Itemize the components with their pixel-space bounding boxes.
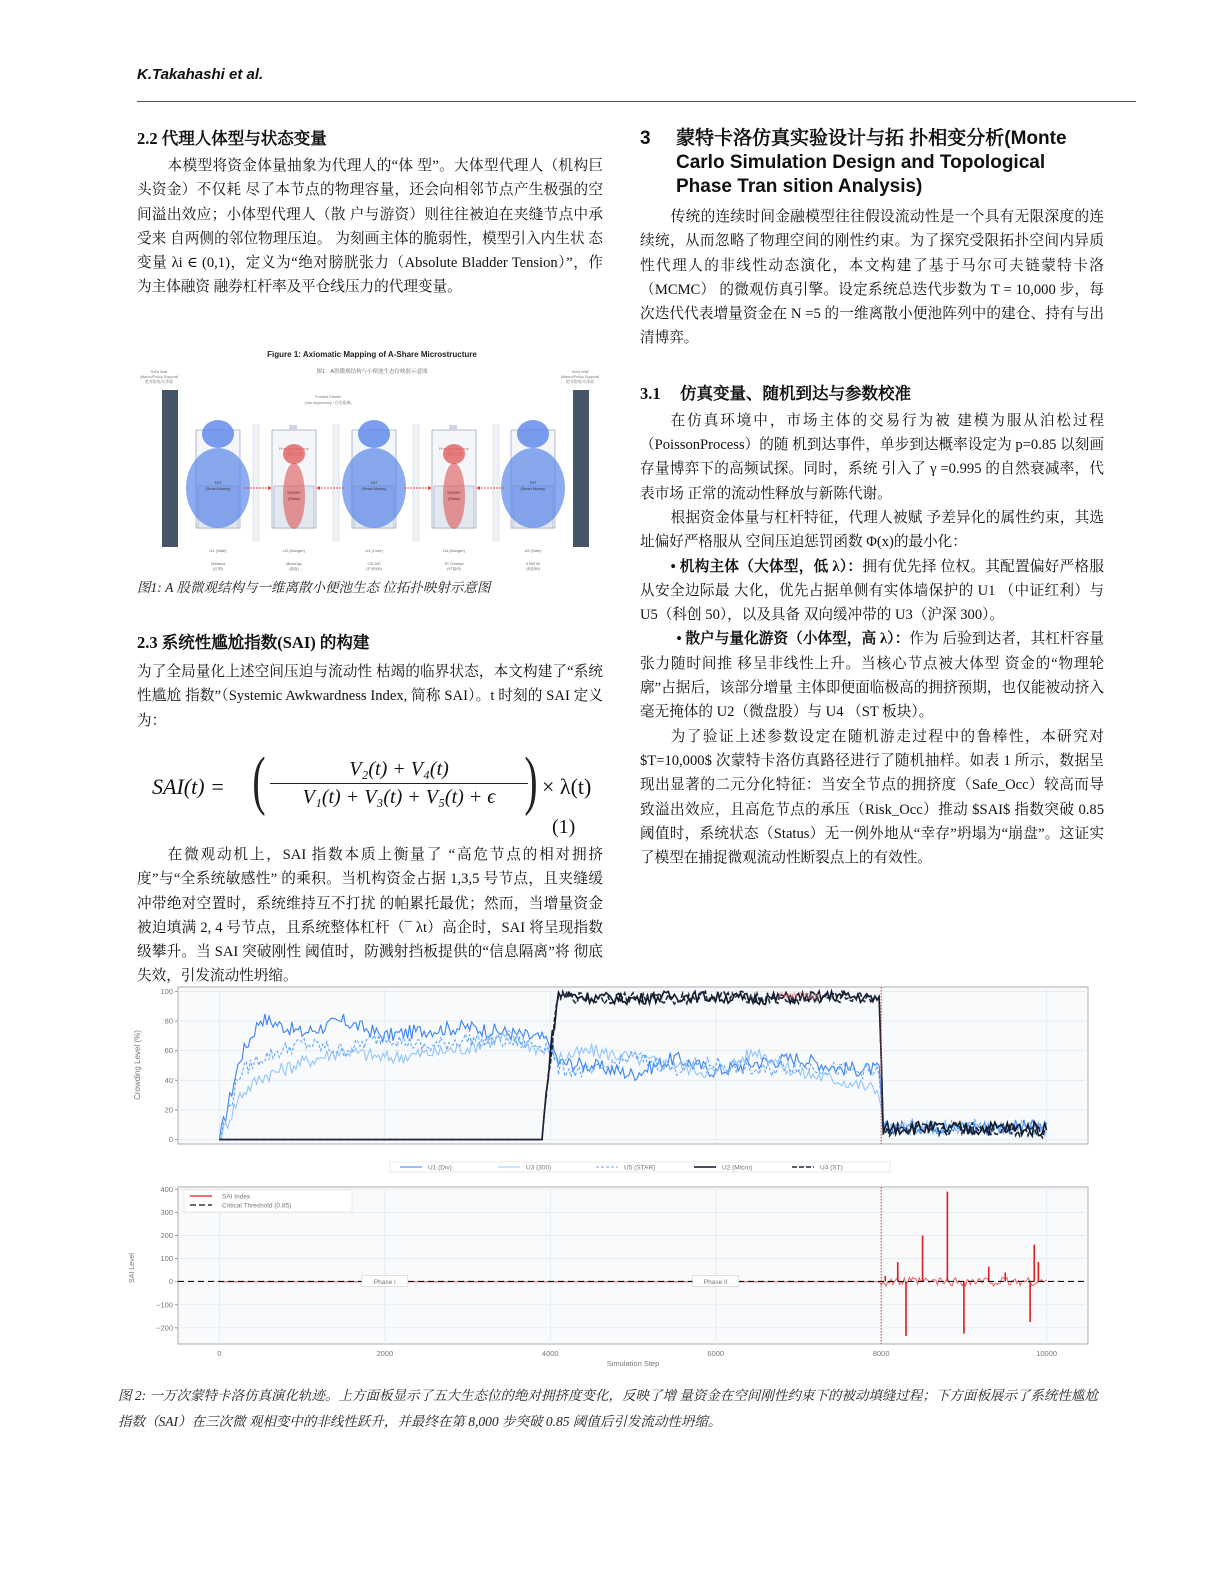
svg-text:U3 (Core): U3 (Core) [365,548,383,553]
svg-text:FAT: FAT [529,481,537,485]
figure-2-chart [118,983,1093,1378]
svg-text:100: 100 [160,986,173,996]
sai-legend [184,1190,352,1212]
svg-text:Solid Wall: Solid Wall [571,370,589,374]
section-3-1-paragraph-2: 根据资金体量与杠杆特征，代理人被赋 予差异化的属性约束，其选址偏好严格服从 空间压迫惩罚函数 Φ(x)的最小化： [640,509,1104,551]
svg-text:Simulation Step: Simulation Step [606,1359,660,1368]
section-3-heading: 蒙特卡洛仿真实验设计与拓 扑相变分析(Monte Carlo Simulation Design and Topological Phase Tran sition Analysis) [676,128,1067,197]
svg-text:80: 80 [164,1016,173,1026]
svg-text:20: 20 [164,1105,173,1115]
svg-text:8000: 8000 [872,1349,890,1358]
svg-text:MicroCap: MicroCap [286,562,302,566]
svg-text:(Retail): (Retail) [448,497,460,501]
unit-u4 [432,425,476,529]
sai-formula [152,744,592,842]
svg-text:4000: 4000 [541,1349,559,1358]
svg-text:−100: −100 [156,1300,173,1310]
crowding-panel [133,987,1088,1144]
svg-text:Crash Trigger: Crash Trigger [778,992,821,1000]
formula-fraction [270,758,528,809]
figure-1 [137,346,603,572]
left-column [137,128,603,300]
formula-rhs: × λ(t) [542,774,592,799]
frosted-divider-label: Frosted Divider [315,395,341,399]
svg-text:(科创50): (科创50) [526,567,540,571]
bullet-retail-label: • 散户与量化游资（小体型，高 λ）： [676,631,910,648]
formula-denominator: V₁(t) + V₃(t) + V₅(t) + ϵ [302,786,496,808]
svg-text:FAT: FAT [214,481,222,485]
unit-labels [209,548,542,571]
svg-text:6000: 6000 [707,1349,725,1358]
figure-1-diagram [137,346,603,572]
svg-text:(ST板块): (ST板块) [446,567,462,571]
running-head: K.Takahashi et al. [137,66,264,83]
svg-text:绝对防线/实体墙: 绝对防线/实体墙 [566,380,594,384]
equation-number: (1) [552,816,576,838]
svg-text:Critical Threshold (0.85): Critical Threshold (0.85) [222,1202,292,1210]
crowding-ylabel: Crowding Level (%) [133,1030,142,1100]
svg-text:U1 (Div): U1 (Div) [428,1164,452,1172]
svg-text:Dividend: Dividend [211,562,225,566]
svg-text:FAT: FAT [370,481,378,485]
crowding-legend [390,1162,890,1172]
section-3-1-number: 3.1 [640,383,661,403]
svg-text:U4 (ST): U4 (ST) [820,1164,843,1172]
header-rule [137,101,1136,102]
svg-text:−200: −200 [156,1323,173,1333]
svg-text:300: 300 [160,1207,173,1217]
figure-2-caption: 图 2: 一万次蒙特卡洛仿真演化轨迹。上方面板显示了五大生态位的绝对拥挤度变化，反映了增 量资金在空间刚性约束下的被动填缝过程；下方面板展示了系统性尴尬指数（SAI）在三次微 观相变中的非线性跃升，并最终在第 8,000 步突破 0.85 阈值后引发流动性坍缩。 [118,1388,1098,1429]
svg-text:(Smart Money): (Smart Money) [361,487,387,491]
section-3-1-title [640,383,1104,405]
right-paren: ) [524,744,538,817]
figure-1-title: Figure 1: Axiomatic Mapping of A-Share Microstructure [267,350,477,359]
svg-text:U4 (Danger): U4 (Danger) [442,548,466,553]
left-paren: ( [252,744,266,817]
section-2-3-paragraph-2: 在微观动机上，SAI 指数本质上衡量了 “高危节点的相对拥挤度”与“全系统敏感性” 的乘积。当机构资金占据 1,3,5 号节点，且夹缝缓冲带绝对空置时，系统维持互不打扰 的帕累托最优；然而，当增量资金被迫填满 2, 4 号节点，且系统整体杠杆（¯ λt）高企时，SAI 将呈现指数级攀升。当 SAI 突破刚性 阈值时，防溅射挡板提供的“信息隔离”将 彻底失效，引发流动性坍缩。 [137,847,603,985]
svg-text:U3 (300): U3 (300) [526,1164,552,1172]
bullet-institutional-label: • 机构主体（大体型，低 λ）： [670,558,863,575]
svg-text:(Smart Money): (Smart Money) [520,487,546,491]
solid-wall-left [140,370,179,547]
figure-1-caption: 图1: A 股微观结构与一维离散小便池生态 位拓扑映射示意图 [137,580,491,595]
svg-text:40: 40 [164,1075,173,1085]
solid-wall-right [561,370,600,547]
right-column [640,127,1104,870]
formula-numerator: V₂(t) + V₄(t) [270,758,528,784]
unit-u1 [186,420,250,528]
svg-text:U1 (Safe): U1 (Safe) [209,548,227,553]
sai-panel [129,1185,1088,1368]
svg-text:SAI Index: SAI Index [222,1193,251,1201]
svg-text:60: 60 [164,1046,173,1056]
svg-text:(Smart Money): (Smart Money) [205,487,231,491]
unit-u2 [272,425,316,529]
svg-text:绝对防线/实体墙: 绝对防线/实体墙 [145,380,173,384]
svg-text:SKINNY: SKINNY [287,491,301,495]
svg-text:STAR 50: STAR 50 [525,562,541,566]
section-2-3 [137,632,603,733]
svg-text:(Retail): (Retail) [288,497,300,501]
svg-text:(Macro/Policy Support): (Macro/Policy Support) [139,375,179,379]
unit-u3 [342,420,406,528]
svg-text:(Info Asymmetry / 信息隔离): (Info Asymmetry / 信息隔离) [304,401,352,405]
svg-text:U5 (STAR): U5 (STAR) [624,1164,656,1172]
section-2-3-paragraph-1: 为了全局量化上述空间压迫与流动性 枯竭的临界状态，本文构建了“系统性尴尬 指数”（Systemic Awkwardness Index, 简称 SAI）。t 时刻的 SAI 定义为： [137,664,603,729]
section-3-1-paragraph-1: 在仿真环境中，市场主体的交易行为被 建模为服从泊松过程（PoissonProcess）的随 机到达事件，单步到达概率设定为 p=0.85 以刻画存量博弈下的高频试探。同时，系统 引入了 γ =0.995 的自然衰减率，代表市场 正常的流动性释放与新陈代谢。 [640,412,1104,502]
section-3-title [640,127,1104,199]
svg-text:200: 200 [160,1230,173,1240]
section-2-3-title: 2.3 系统性尴尬指数(SAI) 的构建 [137,633,370,652]
svg-text:U5 (Safe): U5 (Safe) [524,548,542,553]
svg-text:0: 0 [168,1135,173,1145]
section-3-1-heading: 仿真变量、随机到达与参数校准 [680,383,911,403]
svg-text:U2 (Danger): U2 (Danger) [282,548,306,553]
figure-2 [118,983,1093,1378]
bullet-retail-text: 作为 后验到达者，其杠杆容量张力随时间推 移呈非线性上升。当核心节点被大体型 资金的“物理轮廓”占据后，该部分增量 主体即便面临极高的拥挤预期，也仅能被动挤入毫无掩体的 U2（微盘股）与 U4 （ST 板块）。 [640,631,1104,721]
svg-text:10000: 10000 [1036,1349,1058,1358]
svg-text:(沪深300): (沪深300) [366,567,382,571]
svg-text:0: 0 [168,1277,173,1287]
svg-text:Solid Wall: Solid Wall [150,370,168,374]
bullet-retail [640,627,1104,724]
section-2-2-paragraph: 本模型将资金体量抽象为代理人的“体 型”。大体型代理人（机构巨头资金）不仅耗 尽了本节点的物理容量，还会向相邻节点产生极强的空间溢出效应；小体型代理人（散 户与游资）则往往被迫在夹缝节点中承受来 自两侧的邻位物理压迫。 为刻画主体的脆弱性，模型引入内生状 态变量 λi ∈ (0,1)，定义为“绝对膀胱张力（Absolute Bladder Tension）”，作为主体融资 融券杠杆率及平仓线压力的代理变量。 [137,158,603,296]
svg-text:SKINNY: SKINNY [447,491,461,495]
section-3-number: 3 [640,128,651,149]
svg-text:Proximity Squeeze: Proximity Squeeze [279,447,309,451]
svg-text:Proximity Squeeze: Proximity Squeeze [439,447,469,451]
svg-text:CSI 300: CSI 300 [367,562,381,566]
figure-1-subtitle: 图1：A股微观结构与小便池生态位映射示意图 [316,369,428,375]
svg-text:ST Concept: ST Concept [444,562,464,566]
svg-text:Phase II: Phase II [703,1278,728,1286]
svg-text:(邻位压迫): (邻位压迫) [285,452,303,456]
formula-lhs: SAI(t) = [152,774,225,799]
svg-text:(Macro/Policy Support): (Macro/Policy Support) [560,375,600,379]
section-2-2-title: 2.2 代理人体型与状态变量 [137,129,327,148]
svg-text:Phase I: Phase I [373,1278,396,1286]
svg-text:SAI Level: SAI Level [129,1253,136,1283]
svg-text:(微盘): (微盘) [289,567,299,571]
svg-text:100: 100 [160,1254,173,1264]
section-3-paragraph: 传统的连续时间金融模型往往假设流动性是一个具有无限深度的连续统，从而忽略了物理空间的刚性约束。为了探究受限拓扑空间内异质性代理人的非线性动态演化，本文构建了基于马尔可夫链蒙特卡洛（MCMC） 的微观仿真引擎。设定系统总迭代步数为 T = 10,000 步，每次迭代代表增量资金在 N =5 的一维离散小便池阵列中的建仓、持有与出清博弈。 [640,209,1104,347]
section-2-3-body [137,843,603,989]
svg-text:0: 0 [217,1349,222,1358]
svg-text:(邻位压迫): (邻位压迫) [445,452,463,456]
svg-text:400: 400 [160,1184,173,1194]
section-3-1-paragraph-3: 为了验证上述参数设定在随机游走过程中的鲁棒性，本研究对 $T=10,000$ 次蒙特卡洛仿真路径进行了随机抽样。如表 1 所示，数据呈现出显著的二元分化特征：当安全节点的拥挤度（Safe_Occ）较高而导致溢出效应，且高危节点的承压（Risk_Occ）推动 $SAI$ 指数突破 0.85 阈值时，系统状态（Status）无一例外地从“幸存”坍塌为“崩盘”。这证实了模型在捕捉微观流动性断裂点上的有效性。 [640,728,1104,867]
unit-u5 [501,420,565,528]
svg-text:(红利): (红利) [213,567,223,571]
bullet-institutional-text: 拥有优先择 位权。其配置偏好严格服从安全边际最 大化，优先占据单侧有实体墙保护的 U1 （中证红利）与 U5（科创 50），以及具备 双向缓冲带的 U3（沪深 300）。 [640,558,1104,624]
bullet-institutional [640,555,1104,628]
svg-text:2000: 2000 [376,1349,394,1358]
svg-text:U2 (Micro): U2 (Micro) [722,1164,753,1172]
